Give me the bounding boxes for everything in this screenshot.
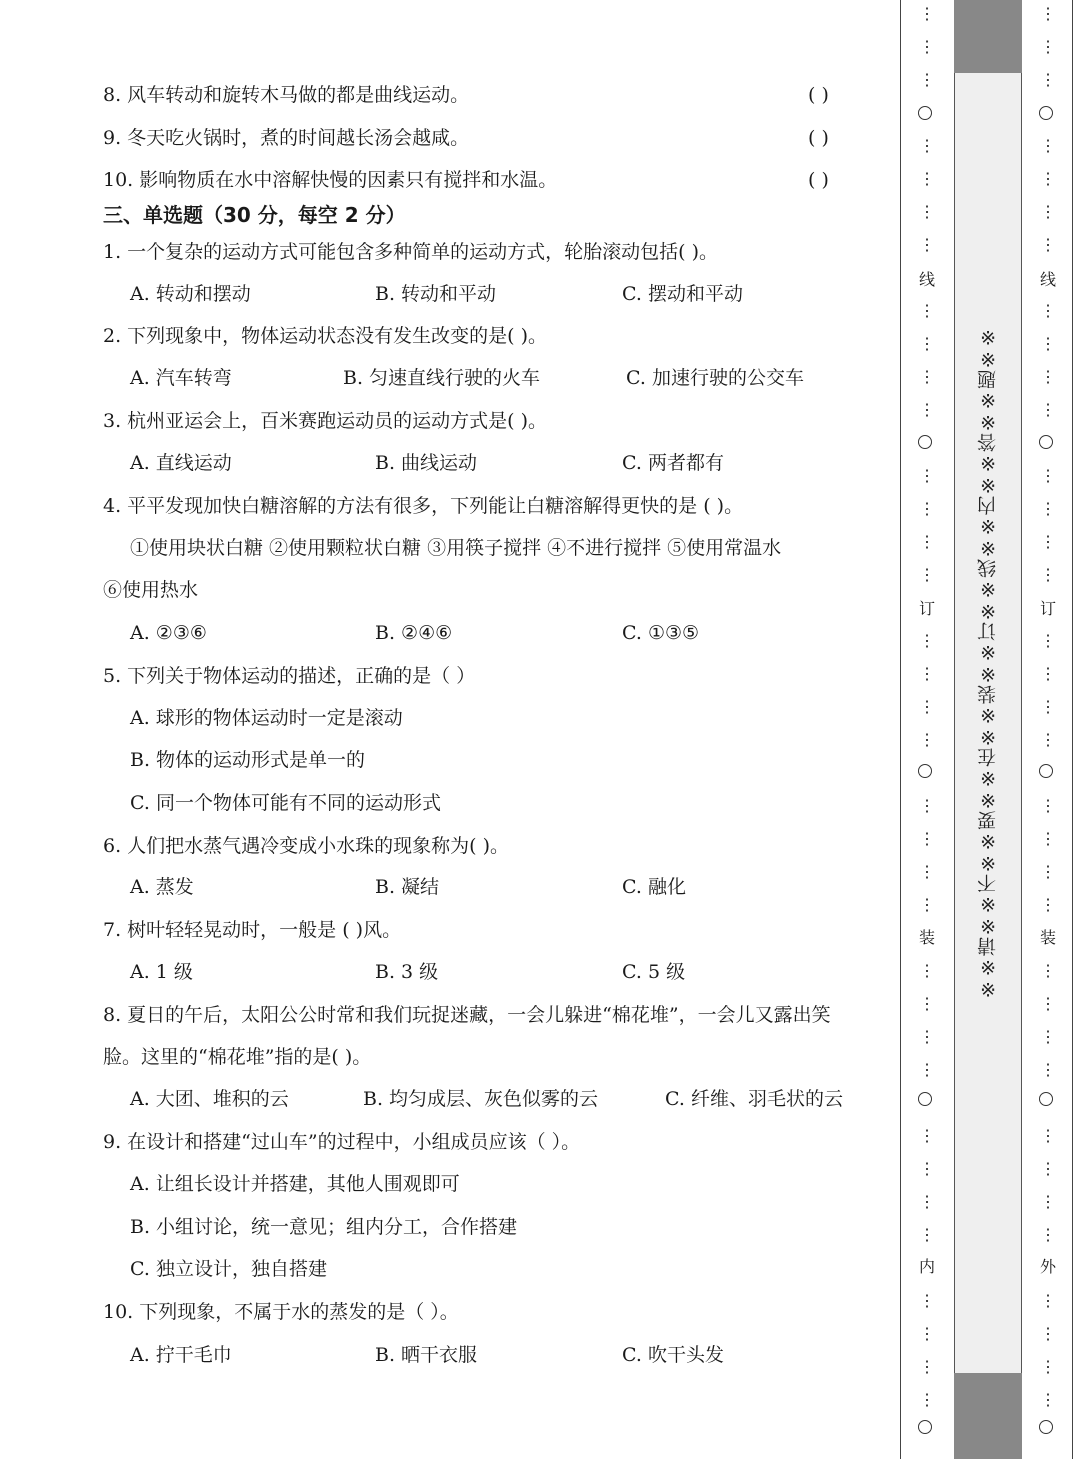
option: A. 直线运动: [130, 452, 232, 474]
binding-dots: ⋮: [919, 697, 935, 716]
binding-hole-circle: [918, 435, 932, 449]
option: A. 拧干毛巾: [130, 1344, 232, 1366]
option: A. 蒸发: [130, 876, 194, 898]
binding-dots: ⋮: [1040, 70, 1056, 89]
option: B. 曲线运动: [375, 452, 478, 474]
option: A. 转动和摆动: [130, 283, 251, 305]
binding-dots: ⋮: [919, 532, 935, 551]
binding-dots: ⋮: [1040, 499, 1056, 518]
binding-border-left: [900, 0, 901, 1459]
binding-dots: ⋮: [919, 1324, 935, 1343]
binding-dots: ⋮: [1040, 994, 1056, 1013]
binding-dots: ⋮: [1040, 631, 1056, 650]
binding-dots: ⋮: [919, 730, 935, 749]
question-stem: 6. 人们把水蒸气遇冷变成小水珠的现象称为( )。: [103, 835, 510, 857]
question-stem: 5. 下列关于物体运动的描述，正确的是（ ）: [103, 665, 476, 687]
option: A. ②③⑥: [130, 622, 207, 644]
question-stem: 7. 树叶轻轻晃动时，一般是 ( )风。: [103, 919, 402, 941]
binding-dots: ⋮: [919, 1291, 935, 1310]
option: C. 吹干头发: [622, 1344, 724, 1366]
binding-dots: ⋮: [919, 367, 935, 386]
binding-dots: ⋮: [1040, 1159, 1056, 1178]
binding-dots: ⋮: [1040, 1192, 1056, 1211]
option: A. 汽车转弯: [130, 367, 232, 389]
binding-dots: ⋮: [919, 664, 935, 683]
binding-dots: ⋮: [919, 400, 935, 419]
binding-dots: ⋮: [1040, 1390, 1056, 1409]
binding-bar-bottom: [954, 1373, 1022, 1459]
option: A. 1 级: [130, 961, 193, 983]
binding-dots: ⋮: [1040, 136, 1056, 155]
binding-dots: ⋮: [919, 1390, 935, 1409]
judgment-item-10: 10. 影响物质在水中溶解快慢的因素只有搅拌和水温。: [103, 169, 558, 191]
binding-dots: ⋮: [919, 169, 935, 188]
binding-dots: ⋮: [1040, 1291, 1056, 1310]
binding-dots: ⋮: [1040, 334, 1056, 353]
binding-dots: ⋮: [919, 1027, 935, 1046]
binding-dots: ⋮: [1040, 664, 1056, 683]
binding-dots: ⋮: [919, 1357, 935, 1376]
binding-dots: ⋮: [1040, 235, 1056, 254]
binding-dots: ⋮: [919, 1060, 935, 1079]
binding-mark: 线: [1039, 270, 1056, 289]
binding-hole-circle: [1039, 1420, 1053, 1434]
option: B. 均匀成层、灰色似雾的云: [363, 1088, 599, 1110]
binding-hole-circle: [918, 1420, 932, 1434]
binding-dots: ⋮: [919, 334, 935, 353]
binding-dots: ⋮: [1040, 367, 1056, 386]
option: A. 让组长设计并搭建，其他人围观即可: [130, 1173, 460, 1195]
binding-mark: 线: [918, 270, 935, 289]
binding-dots: ⋮: [1040, 862, 1056, 881]
outer-dot-column: [1036, 0, 1060, 1459]
inner-dot-column: [915, 0, 939, 1459]
option: B. 物体的运动形式是单一的: [130, 749, 366, 771]
option: B. ②④⑥: [375, 622, 453, 644]
binding-dots: ⋮: [919, 1192, 935, 1211]
answer-blank: ( ): [808, 127, 829, 149]
binding-dots: ⋮: [919, 301, 935, 320]
question-stem: 4. 平平发现加快白糖溶解的方法有很多，下列能让白糖溶解得更快的是 ( )。: [103, 495, 744, 517]
binding-dots: ⋮: [1040, 301, 1056, 320]
question-stem: 3. 杭州亚运会上，百米赛跑运动员的运动方式是( )。: [103, 410, 548, 432]
binding-hole-circle: [918, 106, 932, 120]
answer-blank: ( ): [808, 169, 829, 191]
question-stem: 9. 在设计和搭建“过山车”的过程中，小组成员应该（ ）。: [103, 1131, 581, 1153]
question-choices: ①使用块状白糖 ②使用颗粒状白糖 ③用筷子搅拌 ④不进行搅拌 ⑤使用常温水: [130, 537, 782, 559]
binding-bar-top: [954, 0, 1022, 73]
section-heading: 三、单选题（30 分，每空 2 分）: [103, 203, 406, 227]
binding-dots: ⋮: [919, 829, 935, 848]
binding-hole-circle: [1039, 106, 1053, 120]
binding-dots: ⋮: [1040, 1126, 1056, 1145]
binding-dots: ⋮: [1040, 4, 1056, 23]
binding-dots: ⋮: [1040, 730, 1056, 749]
binding-notice: ※※请※※不※※要※※在※※装※※订※※线※※内※※答※※题※※: [977, 326, 999, 1000]
binding-dots: ⋮: [919, 796, 935, 815]
binding-dots: ⋮: [919, 235, 935, 254]
judgment-item-8: 8. 风车转动和旋转木马做的都是曲线运动。: [103, 84, 470, 106]
binding-mark: 装: [1039, 928, 1056, 947]
option: B. 3 级: [375, 961, 439, 983]
binding-dots: ⋮: [919, 994, 935, 1013]
binding-hole-circle: [918, 764, 932, 778]
binding-hole-circle: [1039, 764, 1053, 778]
binding-dots: ⋮: [1040, 1357, 1056, 1376]
binding-dots: ⋮: [1040, 1060, 1056, 1079]
binding-dots: ⋮: [1040, 532, 1056, 551]
option: C. 两者都有: [622, 452, 724, 474]
binding-dots: ⋮: [1040, 37, 1056, 56]
question-stem: 2. 下列现象中，物体运动状态没有发生改变的是( )。: [103, 325, 548, 347]
binding-dots: ⋮: [919, 1159, 935, 1178]
option: B. 转动和平动: [375, 283, 497, 305]
binding-dots: ⋮: [919, 1225, 935, 1244]
binding-dots: ⋮: [919, 499, 935, 518]
option: C. 独立设计，独自搭建: [130, 1258, 327, 1280]
option: C. 纤维、羽毛状的云: [665, 1088, 843, 1110]
binding-dots: ⋮: [1040, 1225, 1056, 1244]
binding-mark: 订: [918, 599, 935, 618]
option: C. 同一个物体可能有不同的运动形式: [130, 792, 441, 814]
question-stem: 8. 夏日的午后，太阳公公时常和我们玩捉迷藏，一会儿躲进“棉花堆”，一会儿又露出笑: [103, 1004, 831, 1026]
option: C. 融化: [622, 876, 686, 898]
binding-dots: ⋮: [1040, 961, 1056, 980]
option: A. 球形的物体运动时一定是滚动: [130, 707, 403, 729]
binding-dots: ⋮: [1040, 1324, 1056, 1343]
option: C. 加速行驶的公交车: [626, 367, 804, 389]
binding-dots: ⋮: [919, 4, 935, 23]
binding-dots: ⋮: [919, 37, 935, 56]
binding-hole-circle: [918, 1092, 932, 1106]
binding-hole-circle: [1039, 435, 1053, 449]
binding-dots: ⋮: [1040, 169, 1056, 188]
binding-dots: ⋮: [919, 466, 935, 485]
question-choices: ⑥使用热水: [103, 579, 199, 601]
judgment-item-9: 9. 冬天吃火锅时，煮的时间越长汤会越咸。: [103, 127, 470, 149]
binding-hole-circle: [1039, 1092, 1053, 1106]
binding-dots: ⋮: [919, 1126, 935, 1145]
option: A. 大团、堆积的云: [130, 1088, 289, 1110]
option: B. 小组讨论，统一意见；组内分工，合作搭建: [130, 1216, 518, 1238]
binding-dots: ⋮: [1040, 697, 1056, 716]
binding-dots: ⋮: [1040, 796, 1056, 815]
binding-dots: ⋮: [1040, 829, 1056, 848]
binding-dots: ⋮: [1040, 466, 1056, 485]
option: C. 摆动和平动: [622, 283, 743, 305]
binding-dots: ⋮: [919, 136, 935, 155]
question-stem-continued: 脸。这里的“棉花堆”指的是( )。: [103, 1046, 372, 1068]
binding-dots: ⋮: [919, 961, 935, 980]
binding-dots: ⋮: [1040, 202, 1056, 221]
binding-dots: ⋮: [919, 631, 935, 650]
binding-mark: 外: [1039, 1257, 1056, 1276]
binding-mark: 装: [918, 928, 935, 947]
option: C. ①③⑤: [622, 622, 700, 644]
binding-mark: 内: [918, 1257, 935, 1276]
option: B. 晒干衣服: [375, 1344, 478, 1366]
question-stem: 1. 一个复杂的运动方式可能包含多种简单的运动方式，轮胎滚动包括( )。: [103, 241, 719, 263]
binding-dots: ⋮: [919, 70, 935, 89]
binding-dots: ⋮: [1040, 400, 1056, 419]
binding-mark: 订: [1039, 599, 1056, 618]
binding-dots: ⋮: [919, 565, 935, 584]
option: B. 凝结: [375, 876, 440, 898]
option: B. 匀速直线行驶的火车: [343, 367, 541, 389]
binding-dots: ⋮: [919, 862, 935, 881]
question-stem: 10. 下列现象，不属于水的蒸发的是（ ）。: [103, 1301, 459, 1323]
binding-dots: ⋮: [1040, 565, 1056, 584]
binding-dots: ⋮: [1040, 895, 1056, 914]
binding-border-right: [1072, 0, 1073, 1459]
binding-dots: ⋮: [1040, 1027, 1056, 1046]
binding-dots: ⋮: [919, 895, 935, 914]
binding-dots: ⋮: [919, 202, 935, 221]
answer-blank: ( ): [808, 84, 829, 106]
option: C. 5 级: [622, 961, 686, 983]
